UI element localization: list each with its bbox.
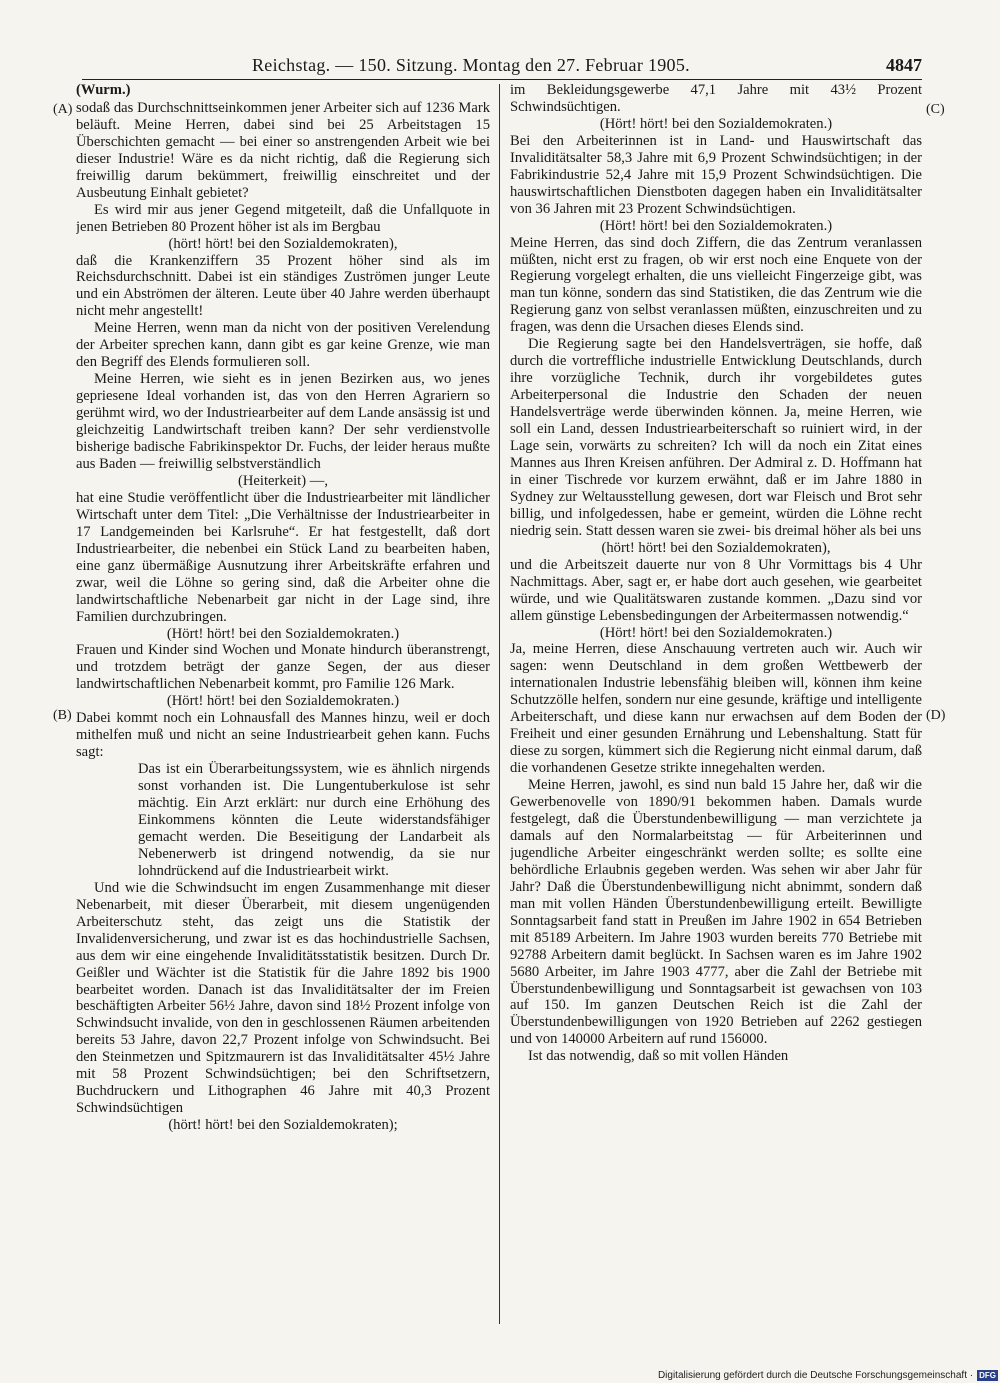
paragraph: im Bekleidungsgewerbe 47,1 Jahre mit 43½ Prozent Schwindsüchtigen. [510,82,922,115]
paragraph: sodaß das Durchschnittseinkommen jener Arbeiter sich auf 1236 Mark beläuft. Meine Herren, dabei sind bei 25 Arbeitstagen 15 Überschichten gemacht — bei einer so anstrengenden Arbeit wie bei dieser Industrie! Wäre es da nicht richtig, daß die Regierung sich freiwillig darum bekümmert, freiwillig einschreitet und der Ausbeutung Einhalt gebietet? [76,99,490,201]
interjection: (Hört! hört! bei den Sozialdemokraten.) [166,693,400,710]
interjection: (Hört! hört! bei den Sozialdemokraten.) [599,115,833,132]
paragraph: Die Regierung sagte bei den Handelsverträgen, sie hoffe, daß durch die vortreffliche industrielle Entwicklung Deutschlands, durch ihre vorzügliche Technik, durch ihr vorgebildetes gutes Arbeiterpersonal die Industrie den Schaden der neuen Handelsverträge werde überwinden können. Ja, meine Herren, wie soll ein Land, dessen Industriearbeiterschaft so ruiniert wird, in der Lage sein, vorwärts zu schreiten? Ich will da noch ein Zitat eines Mannes aus Ihren Kreisen anführen. Der Admiral z. D. Hoffmann hat in einer Tischrede vor kurzem erwähnt, daß er im Jahre 1880 in Sydney zur Weltausstellung gewesen, dort war Fleisch und Brot sehr billig, und infolgedessen, habe er gemeint, würden die Löhne recht niedrig sein. Statt dessen waren sie zwei- bis dreimal höher als bei uns [510,336,922,539]
paragraph: Es wird mir aus jener Gegend mitgeteilt, daß die Unfallquote in jenen Betrieben 80 Prozent höher ist als im Bergbau [76,201,490,235]
paragraph: Und wie die Schwindsucht im engen Zusammenhange mit dieser Nebenarbeit, mit dieser Überarbeit, mit diesem ungenügenden Arbeiterschutz steht, das zeigt uns die Statistik der Invalidenversicherung, und zwar ist es das hochindustrielle Sachsen, aus dem wir eine eingehende Invaliditätsstatistik besitzen. Durch Dr. Geißler und Wächter ist die Statistik für die Jahre 1892 bis 1900 bearbeitet worden. Danach ist das Invaliditätsalter der im Freien beschäftigten Arbeiter 56½ Jahre, davon sind 18½ Prozent infolge von Schwindsucht invalide, von den in geschlossenen Räumen arbeitenden bereits 53 Jahre, davon 22,7 Prozent infolge von Schwindsucht. Bei den Steinmetzen und Spitzmaurern ist das Invaliditätsalter 45½ Jahre mit 58 Prozent Schwindsüchtigen; bei den Schriftsetzern, Buchdruckern und Lithographen 46 Jahre mit 40,3 Prozent Schwindsüchtigen [76,879,490,1117]
paragraph: Meine Herren, wenn man da nicht von der positiven Verelendung der Arbeiter sprechen kann, dann gibt es gar keine Grenze, wie man den Begriff des Elends formulieren soll. [76,320,490,371]
paragraph: Ist das notwendig, daß so mit vollen Händen [528,1048,789,1065]
header-title: Reichstag. — 150. Sitzung. Montag den 27. Februar 1905. [252,55,690,75]
speaker-name: (Wurm.) [76,82,131,98]
paragraph: Frauen und Kinder sind Wochen und Monate hindurch überanstrengt, und trotzdem beträgt der ganze Segen, der aus dieser landwirtschaftlichen Nebenarbeit kommt, pro Familie 126 Mark. [76,642,490,693]
page-header [82,55,922,80]
paragraph: Bei den Arbeiterinnen ist in Land- und Hauswirtschaft das Invaliditätsalter 58,3 Jahre mit 6,9 Prozent Schwindsüchtigen; in der Fabrikindustrie 52,4 Jahre mit 15,9 Prozent Schwindsüchtigen. Die hauswirtschaftlichen Dienstboten dagegen haben ein Invaliditätsalter von 36 Jahren mit 23 Prozent Schwindsüchtigen. [510,132,922,217]
column-divider [499,84,500,1324]
paragraph: Dabei kommt noch ein Lohnausfall des Mannes hinzu, weil er doch mithelfen muß und nicht an seine Industriearbeit gehen kann. Fuchs sagt: [76,710,490,761]
margin-marker-c: (C) [926,102,945,117]
paragraph: Meine Herren, das sind doch Ziffern, die das Zentrum veranlassen müßten, nicht erst zu fragen, ob wir erst noch eine Enquete von der Regierung vorgelegt erhalten, die uns vielleicht Fingerzeige gibt, was man tun könne, sondern das sind Statistiken, die das Zentrum wie die Regierung ganz von selbst veranlassen müßten, einzuschreiten und zu fragen, was denn die Ursachen dieses Elends sind. [510,234,922,336]
dfg-logo-icon: DFG [979,1371,996,1380]
paragraph: Meine Herren, wie sieht es in jenen Bezirken aus, wo jenes gepriesene Ideal vorhanden ist, das von den Herren Agrariern so gerühmt wird, wo der Industriearbeiter auf dem Lande ansässig ist und gleichzeitig Landwirtschaft treiben kann? Der sehr verdienstvolle bisherige badische Fabrikinspektor Dr. Fuchs, der leider heraus mußte aus Baden — freiwillig selbstverständlich [76,371,490,472]
interjection: (hört! hört! bei den Sozialdemokraten); [168,1117,398,1134]
digitization-footer [600,1370,998,1382]
paragraph: Ja, meine Herren, diese Anschauung vertreten auch wir. Auch wir sagen: wenn Deutschland in dem großen Wettbewerb der internationalen Industrie lebensfähig bleiben will, können ihm keine Schutzzölle helfen, sondern nur eine gesunde, kräftige und intelligente Arbeiterschaft, und diese kann nur erwachsen auf dem Boden der Freiheit und einer gesunden Ernährung und Lebenshaltung. Statt für diese zu sorgen, kümmert sich die Regierung nicht einmal darum, daß die vorhandenen Gesetze strikte innegehalten werden. [510,641,922,777]
interjection: (hört! hört! bei den Sozialdemokraten), [168,235,398,252]
interjection: (Hört! hört! bei den Sozialdemokraten.) [166,625,400,642]
paragraph: Meine Herren, jawohl, es sind nun bald 15 Jahre her, daß wir die Gewerbenovelle von 1890/91 bekommen haben. Damals wurde festgelegt, daß die Überstundenbewilligung — man verzichtete ja damals auf den Normalarbeitstag — für Arbeiterinnen und jugendliche Arbeiter eingeschränkt werden sollte; es sollte eine behördliche Erlaubnis gegeben werden. Was sehen wir aber Jahr für Jahr? Daß die Überstundenbewilligung nicht abnimmt, sondern daß man mit vollen Händen Überstundenbewilligung erteilt. Bewilligte Sonntagsarbeit fand statt in Preußen im Jahre 1902 in 654 Betrieben mit 85189 Arbeitern. Im Jahre 1903 wurden bereits 770 Betriebe mit 92788 Arbeitern damit beglückt. In Sachsen waren es im Jahre 1902 5680 Arbeiter, im Jahre 1903 4777, aber die Zahl der Betriebe mit Überstundenbewilligung und Sonntagsarbeit ist gewachsen von 103 auf 150. Im ganzen Deutschen Reich ist die Zahl der Überstundenbewilligungen von 1920 Betrieben auf 2262 gestiegen und von 140000 Arbeitern auf rund 156000. [510,777,922,1048]
margin-marker-b: (B) [53,708,72,723]
footer-credit: Digitalisierung gefördert durch die Deutsche Forschungsgemeinschaft · [657,1370,974,1381]
page-number: 4847 [886,55,922,75]
interjection: (hört! hört! bei den Sozialdemokraten), [601,539,831,556]
margin-marker-d: (D) [926,708,946,723]
paragraph: und die Arbeitszeit dauerte nur von 8 Uhr Vormittags bis 4 Uhr Nachmittags. Aber, sagt er, er habe dort auch gesehen, wie gearbeitet würde, und wie Qualitätswaren zustande kommen. „Dazu sind vor allem günstige Lebensbedingungen der Arbeitermassen notwendig.“ [510,556,922,624]
paragraph: daß die Krankenziffern 35 Prozent höher sind als im Reichsdurchschnitt. Dabei ist ein ständiges Zuströmen junger Leute und ein Abströmen der älteren. Leute über 40 Jahre werden überhaupt nicht mehr angestellt! [76,252,490,320]
block-quote: Das ist ein Überarbeitungssystem, wie es ähnlich nirgends sonst vorhanden ist. Die Lungentuberkulose ist sehr mächtig. Ein Arzt erklärt: nur durch eine Erhöhung des Einkommens könnten die Leute widerstandsfähiger gemacht werden. Die Beseitigung der Landarbeit als Nebenerwerb ist dringend notwendig, da sie nur lohndrückend auf die Industriearbeit wirkt. [138,761,490,879]
left-column [76,82,490,1327]
paragraph: hat eine Studie veröffentlicht über die Industriearbeiter mit ländlicher Wirtschaft unter dem Titel: „Die Verhältnisse der Industriearbeiter in 17 Landgemeinden bei Karlsruhe“. Er hat festgestellt, daß dort Industriearbeiter, die nebenbei ein Stück Land zu bearbeiten haben, eine ganz übermäßige Ausnutzung ihrer Arbeitskräfte erfahren und zwar, weil die Löhne so gering sind, daß die Arbeiter ohne die landwirtschaftliche Nebenarbeit gar nicht in der Lage sind, ihre Familien durchzubringen. [76,489,490,625]
right-column [510,82,922,1327]
interjection: (Heiterkeit) —, [238,472,328,489]
interjection: (Hört! hört! bei den Sozialdemokraten.) [599,217,833,234]
margin-marker-a: (A) [53,102,73,117]
interjection: (Hört! hört! bei den Sozialdemokraten.) [599,624,833,641]
